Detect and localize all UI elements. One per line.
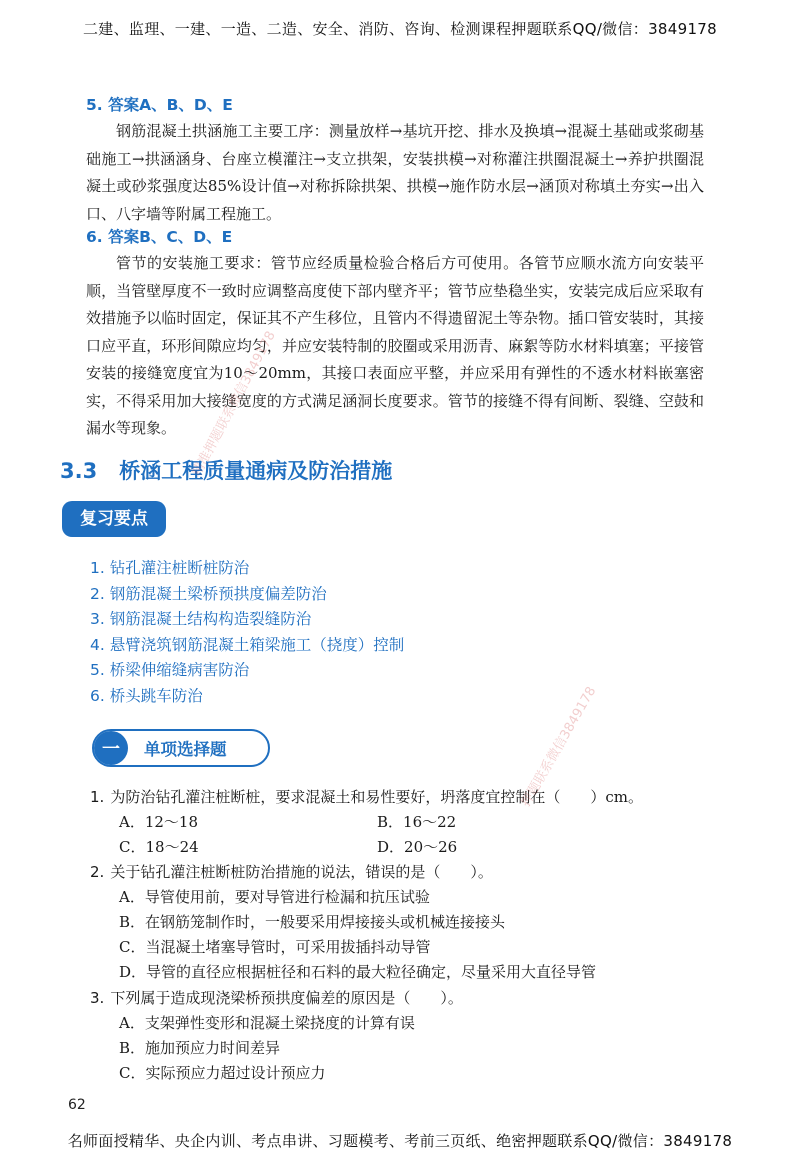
option: C．当混凝土堵塞导管时，可采用拔插抖动导管 [119, 938, 431, 956]
option: A．支架弹性变形和混凝土梁挠度的计算有误 [119, 1014, 415, 1032]
answer-6 [86, 225, 704, 443]
question-stem: 下列属于造成现浇梁桥预拱度偏差的原因是（ ）。 [110, 989, 463, 1007]
option: C．18～24 [119, 838, 199, 856]
option: D．20～26 [377, 838, 458, 856]
option: B．施加预应力时间差异 [119, 1039, 281, 1057]
question-2 [90, 861, 730, 882]
answer-label: 5. 答案A、B、D、E [86, 96, 233, 114]
option: C．实际预应力超过设计预应力 [119, 1064, 326, 1082]
page-footer: 名师面授精华、央企内训、考点串讲、习题模考、考前三页纸、绝密押题联系QQ/微信：3849178 [67, 1132, 733, 1150]
question-type-pill [92, 729, 270, 767]
section-title: 桥涵工程质量通病及防治措施 [119, 459, 393, 483]
question-number: 3. [90, 989, 105, 1007]
page-number: 62 [68, 1097, 86, 1113]
list-item: 5. 桥梁伸缩缝病害防治 [90, 661, 250, 679]
key-points-list [90, 556, 404, 709]
option: A．导管使用前，要对导管进行检漏和抗压试验 [119, 888, 430, 906]
question-stem: 为防治钻孔灌注桩断桩，要求混凝土和易性要好，坍落度宜控制在（ ）cm。 [110, 788, 643, 806]
review-points-badge: 复习要点 [62, 501, 166, 537]
section-number: 3.3 [60, 459, 98, 483]
list-item: 2. 钢筋混凝土梁桥预拱度偏差防治 [90, 584, 327, 603]
answer-explanation: 管节的安装施工要求：管节应经质量检验合格后方可使用。各管节应顺水流方向安装平顺，当管壁厚度不一致时应调整高度使下部内壁齐平；管节应垫稳坐实，安装完成后应采取有效措施予以临时固定，保证其不产生移位，且管内不得遗留泥土等杂物。插口管安装时，其接口应平直，环形间隙应均匀，并应安装特制的胶圈或采用沥青、麻絮等防水材料填塞；平接管安装的接缝宽度宜为10～20mm，其接口表面应平整，并应采用有弹性的不透水材料嵌塞密实，不得采用加大接缝宽度的方式满足涵洞长度要求。管节的接缝不得有间断、裂缝、空鼓和漏水等现象。 [86, 254, 704, 437]
option: A．12～18 [119, 813, 199, 831]
question-1 [90, 786, 730, 807]
list-item: 4. 悬臂浇筑钢筋混凝土箱梁施工（挠度）控制 [90, 635, 405, 654]
question-stem: 关于钻孔灌注桩断桩防治措施的说法，错误的是（ ）。 [110, 863, 493, 881]
answer-5 [86, 93, 704, 228]
answer-label: 6. 答案B、C、D、E [86, 228, 233, 246]
list-item: 6. 桥头跳车防治 [90, 686, 203, 705]
page-header: 二建、监理、一建、一造、二造、安全、消防、咨询、检测课程押题联系QQ/微信：3849178 [83, 20, 717, 38]
option: B．在钢筋笼制作时，一般要采用焊接接头或机械连接接头 [119, 913, 506, 931]
question-number: 2. [90, 863, 105, 881]
watermark: 押题联系微信3849178 [518, 684, 600, 810]
question-type-mark: 一 [94, 731, 128, 765]
question-type-label: 单项选择题 [144, 740, 227, 759]
answer-explanation: 钢筋混凝土拱涵施工主要工序：测量放样→基坑开挖、排水及换填→混凝土基础或浆砌基础施工→拱涵涵身、台座立模灌注→支立拱架，安装拱模→对称灌注拱圈混凝土→养护拱圈混凝土或砂浆强度达85%设计值→对称拆除拱架、拱模→施作防水层→涵顶对称填土夯实→出入口、八字墙等附属工程施工。 [86, 122, 704, 223]
question-number: 1. [90, 788, 105, 806]
option: D．导管的直径应根据桩径和石料的最大粒径确定，尽量采用大直径导管 [119, 963, 597, 981]
watermark: 精准押题联系微信3849178 [189, 328, 279, 479]
question-3 [90, 987, 730, 1008]
list-item: 1. 钻孔灌注桩断桩防治 [90, 559, 250, 577]
option: B．16～22 [377, 813, 457, 831]
section-heading [60, 455, 392, 485]
list-item: 3. 钢筋混凝土结构构造裂缝防治 [90, 610, 312, 628]
